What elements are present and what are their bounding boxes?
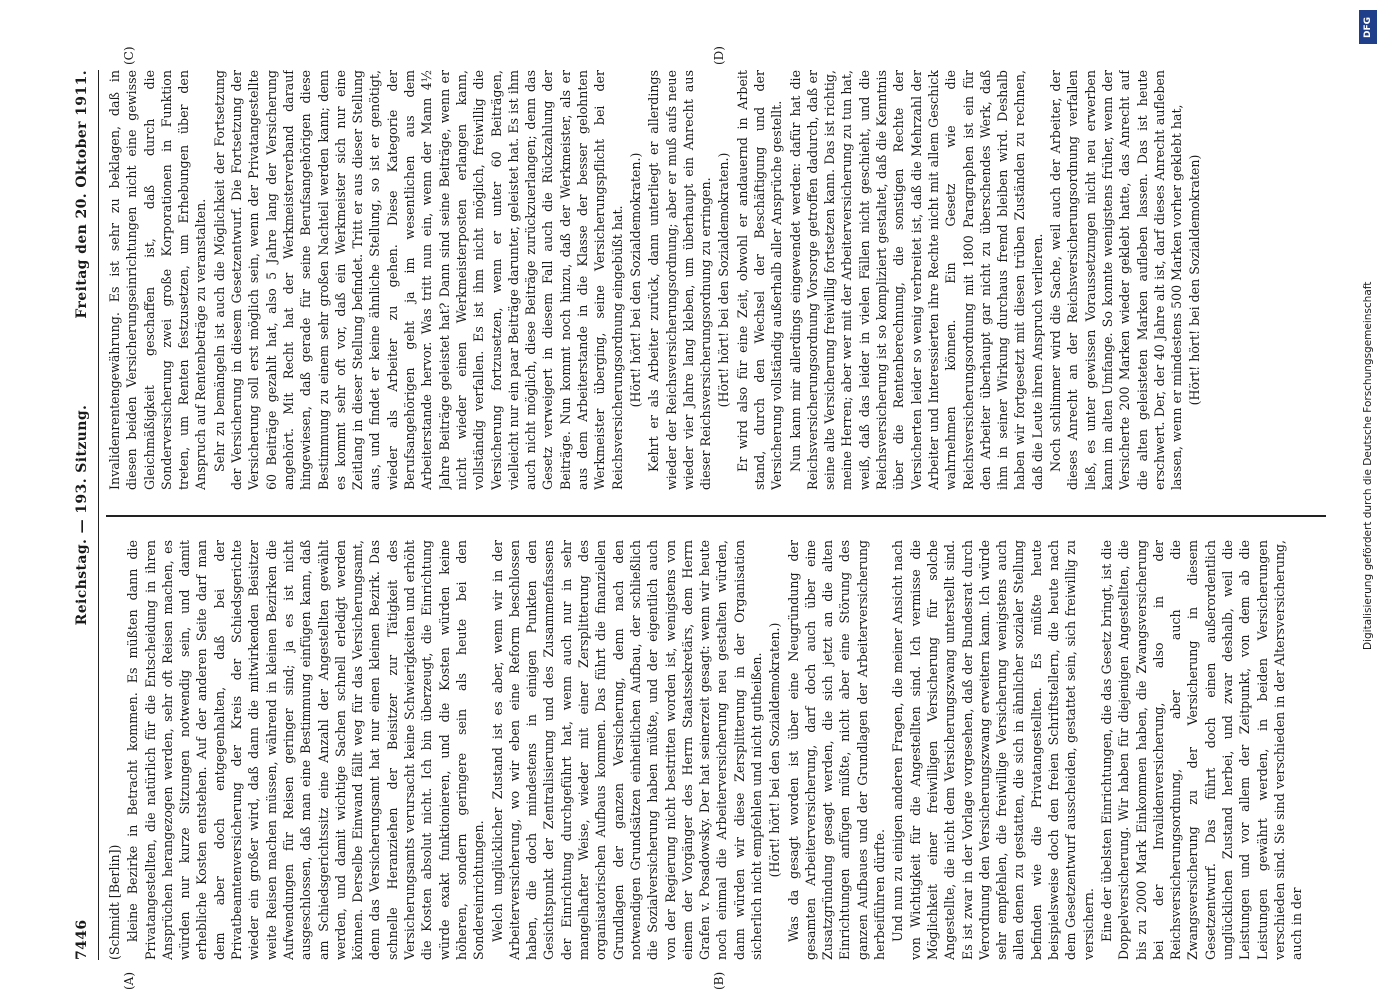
margin-mark-c: (C) [122, 46, 136, 65]
left-paragraph: Welch unglücklicher Zustand ist es aber, wenn wir in der Arbeiterversicherung, wo wir eben eine Reform beschlossen haben, die doch mindestens in einigen Punkten den Gesichtspunkt der Zentralisierung und des Zusammenfassens der Einrichtung durchgeführt hat, wenn auch nur in sehr mangelhafter Weise, wieder mit einer Zersplitterung des organisatorischen Aufbaus kommen. Das führt die finanziellen Grundlagen der ganzen Versicherung, denn nach den notwendigen Grundsätzen einheitlichen Aufbau, der schließlich die Sozialversicherung haben müßte, und der eigentlich auch von der Regierung nicht bestritten worden ist, wenigstens von einem der Vorgänger des Herrn Staatssekretärs, dem Herrn Grafen v. Posadowsky. Der hat seinerzeit gesagt: wenn wir heute noch einmal die Arbeiterversicherung neu gestalten würden, dann würden wir diese Zersplitterung in der Organisation sicherlich nicht empfehlen und nicht gutheißen. [489, 540, 764, 960]
dfg-logo: DFG [1359, 10, 1377, 44]
right-paragraph: (Hört! hört! bei den Sozialdemokraten.) [716, 152, 732, 408]
right-paragraph: Sehr zu bemängeln ist auch die Möglichkeit der Fortsetzung der Versicherung in diesem Gesetzentwurf. Die Fortsetzung der Versicherung soll erst möglich sein, wenn der Privatangestellte 60 Beiträge gezahlt hat, also 5 Jahre lang der Versicherung angehört. Mit Recht hat der Werkmeisterverband darauf hingewiesen, daß gerade für seine Berufsangehörigen diese Bestimmung zu einem sehr großen Nachteil werden kann; denn es kommt sehr oft vor, daß ein Werkmeister sich nur eine Zeitlang in dieser Stellung befindet. Tritt er aus dieser Stellung aus, und findet er keine ähnliche Stellung, so ist er genötigt, wieder als Arbeiter zu gehen. Diese Kategorie der Berufsangehörigen geht ja im wesentlichen aus dem Arbeiterstande hervor. Was tritt nun ein, wenn der Mann 4½ Jahre Beiträge geleistet hat? Dann sind seine Beiträge, wenn er nicht wieder einen Werkmeisterposten erlangen kann, vollständig verfallen. Es ist ihm nicht möglich, freiwillig die Versicherung fortzusetzen, wenn er unter 60 Beiträgen, vielleicht nur ein paar Beiträge darunter, geleistet hat. Es ist ihm auch nicht möglich, diese Beiträge zurückzuerlangen; denn das Gesetz verweigert in diesem Fall auch die Rückzahlung der Beiträge. Nun kommt noch hinzu, daß der Werkmeister, als er aus dem Arbeiterstande in die Klasse der besser gelohnten Werkmeister überging, seine Versicherungspflicht bei der Reichsversicherungsordnung eingebüßt hat. [211, 70, 625, 490]
column-separator [106, 515, 1326, 517]
right-paragraph: Kehrt er als Arbeiter zurück, dann unterliegt er allerdings wieder der Reichsversicherungsordnung; aber er muß aufs neue wieder vier Jahre lang kleben, um überhaupt ein Anrecht aus dieser Reichsversicherungsordnung zu erringen. [646, 70, 714, 490]
header-rule [98, 70, 99, 960]
left-column [106, 540, 1326, 960]
right-paragraph: Noch schlimmer wird die Sache, weil auch der Arbeiter, der dieses Anrecht an der Reichsversicherungsordnung verfallen ließ, es unter gewissen Voraussetzungen nicht neu erwerben kann im alten Umfange. So konnte wenigstens früher, wenn der Versicherte 200 Marken wieder geklebt hatte, das Anrecht auf die alten geleisteten Marken aufleben lassen. Das ist heute erschwert. Der, der 40 Jahre alt ist, darf dieses Anrecht aufleben lassen, wenn er mindestens 500 Marken vorher geklebt hat, [1048, 70, 1185, 490]
left-paragraph: (Schmidt [Berlin]) [107, 844, 122, 960]
left-paragraph: (Hört! hört! bei den Sozialdemokraten.) [767, 622, 783, 878]
stamp-text: Digitalisierung gefördert durch die Deutsche Forschungsgemeinschaft [1362, 281, 1374, 650]
left-paragraph: Eine der übelsten Einrichtungen, die das Gesetz bringt, ist die Doppelversicherung. Wir haben für diejenigen Angestellten, die bis zu 2000 Mark Einkommen haben, die Zwangsversicherung bei der Invalidenversicherung, also in der Reichsversicherungsordnung, aber auch die Zwangsversicherung zu der Versicherung in diesem Gesetzentwurf. Das führt doch einen außerordentlich unglücklichen Zustand herbei, und zwar deshalb, weil die Leistungen und vor allem der Zeitpunkt, von dem ab die Leistungen gewährt werden, in beiden Versicherungen verschieden sind. Sie sind verschieden in der Altersversicherung, auch in der [1098, 540, 1305, 960]
right-paragraph: (Hört! hört! bei den Sozialdemokraten.) [627, 152, 643, 408]
page-number: 7446 [74, 919, 90, 960]
rotated-page [72, 46, 1347, 990]
right-column [106, 70, 1326, 490]
margin-mark-d: (D) [712, 46, 726, 65]
header-session: Reichstag. — 193. Sitzung. [74, 404, 90, 626]
left-paragraph: kleine Bezirke in Betracht kommen. Es müßten dann die Privatangestellten, die natürlich für die Entscheidung in ihren Ansprüchen herangezogen werden, sehr oft Reisen machen, es würden nur kurze Sitzungen notwendig sein, und damit erhebliche Kosten entstehen. Auf der anderen Seite darf man dem aber doch entgegenhalten, daß bei der Privatbeamtenversicherung der Kreis der Schiedsgerichte wieder ein großer wird, daß dann die mitwirkenden Beisitzer weite Reisen machen müssen, während in kleinen Bezirken die Aufwendungen für Reisen geringer sind; ja es ist nicht ausgeschlossen, daß man eine Bestimmung einfügen kann, daß am Schiedsgerichtssitz eine Anzahl der Angestellten gewählt werden, und damit wichtige Sachen schnell erledigt werden können. Derselbe Einwand fällt weg für das Versicherungsamt, denn das Versicherungsamt hat nur einen kleinen Bezirk. Das schnelle Heranziehen der Beisitzer zur Tätigkeit des Versicherungsamts verursacht keine Schwierigkeiten und erhöht die Kosten absolut nicht. Ich bin überzeugt, die Einrichtung würde exakt funktionieren, und die Kosten würden keine höheren, sondern geringere sein als heute bei den Sondereinrichtungen. [125, 540, 487, 960]
right-paragraph: Nun kann mir allerdings eingewendet werden: dafür hat die Reichsversicherungsordnung Vorsorge getroffen dadurch, daß er seine alte Versicherung freiwillig fortsetzen kann. Das ist richtig, meine Herren; aber wer mit der Arbeiterversicherung zu tun hat, weiß, daß das leider in vielen Fällen nicht geschieht, und die Reichsversicherung ist so kompliziert gestaltet, daß die Kenntnis über die Rentenberechnung, die sonstigen Rechte der Versicherten leider so wenig verbreitet ist, daß die Mehrzahl der Arbeiter und Interessierten ihre Rechte nicht mit allem Geschick wahrnehmen können. Ein Gesetz wie die Reichsversicherungsordnung mit 1800 Paragraphen ist ein für den Arbeiter überhaupt gar nicht zu überschendes Werk, daß ihm in seiner Wirkung durchaus fremd bleiben wird. Deshalb haben wir fortgesetzt mit diesen trüben Zuständen zu rechnen, daß die Leute ihren Anspruch verlieren. [787, 70, 1045, 490]
left-paragraph: Und nun zu einigen anderen Fragen, die meiner Ansicht nach von Wichtigkeit für die Angestellten sind. Ich vermisse die Möglichkeit einer freiwilligen Versicherung für solche Angestellte, die nicht dem Versicherungszwang unterstellt sind. Es ist zwar in der Vorlage vorgesehen, daß der Bundesrat durch Verordnung den Versicherungszwang erweitern kann. Ich würde sehr empfehlen, die freiwillige Versicherung wenigstens auch allen denen zu gestatten, die sich in ähnlicher sozialer Stellung befinden wie die Privatangestellten. Es müßte heute beispielsweise doch den freien Schriftstellern, die heute nach dem Gesetzentwurf ausscheiden, gestattet sein, sich freiwillig zu versichern. [890, 540, 1096, 960]
header-date: Freitag den 20. Oktober 1911. [74, 70, 90, 319]
right-paragraph: Invalidenrentengewährung. Es ist sehr zu beklagen, daß in diesen beiden Versicherungseinrichtungen nicht eine gewisse Gleichmäßigkeit geschaffen ist, daß durch die Sonderversicherung zwei große Korporationen in Funktion treten, um Renten festzusetzen, um Erhebungen über den Anspruch auf Rentenbeträge zu veranstalten. [107, 70, 209, 490]
digitization-stamp [1359, 10, 1377, 650]
page-header [72, 70, 98, 960]
right-paragraph: (Hört! hört! bei den Sozialdemokraten) [1187, 154, 1203, 406]
margin-mark-a: (A) [122, 971, 136, 990]
margin-mark-b: (B) [712, 971, 726, 990]
left-paragraph: Was da gesagt worden ist über eine Neugründung der gesamten Arbeiterversicherung, darf doch auch über eine Zusatzgründung gesagt werden, die sich jetzt an die alten Einrichtungen anfügen müßte, nicht aber eine Störung des ganzen Aufbaues und der Grundlagen der Arbeiterversicherung herbeiführen dürfte. [785, 540, 888, 960]
right-paragraph: Er wird also für eine Zeit, obwohl er andauernd in Arbeit stand, durch den Wechsel der Beschäftigung und der Versicherung vollständig außerhalb aller Ansprüche gestellt. [734, 70, 785, 490]
